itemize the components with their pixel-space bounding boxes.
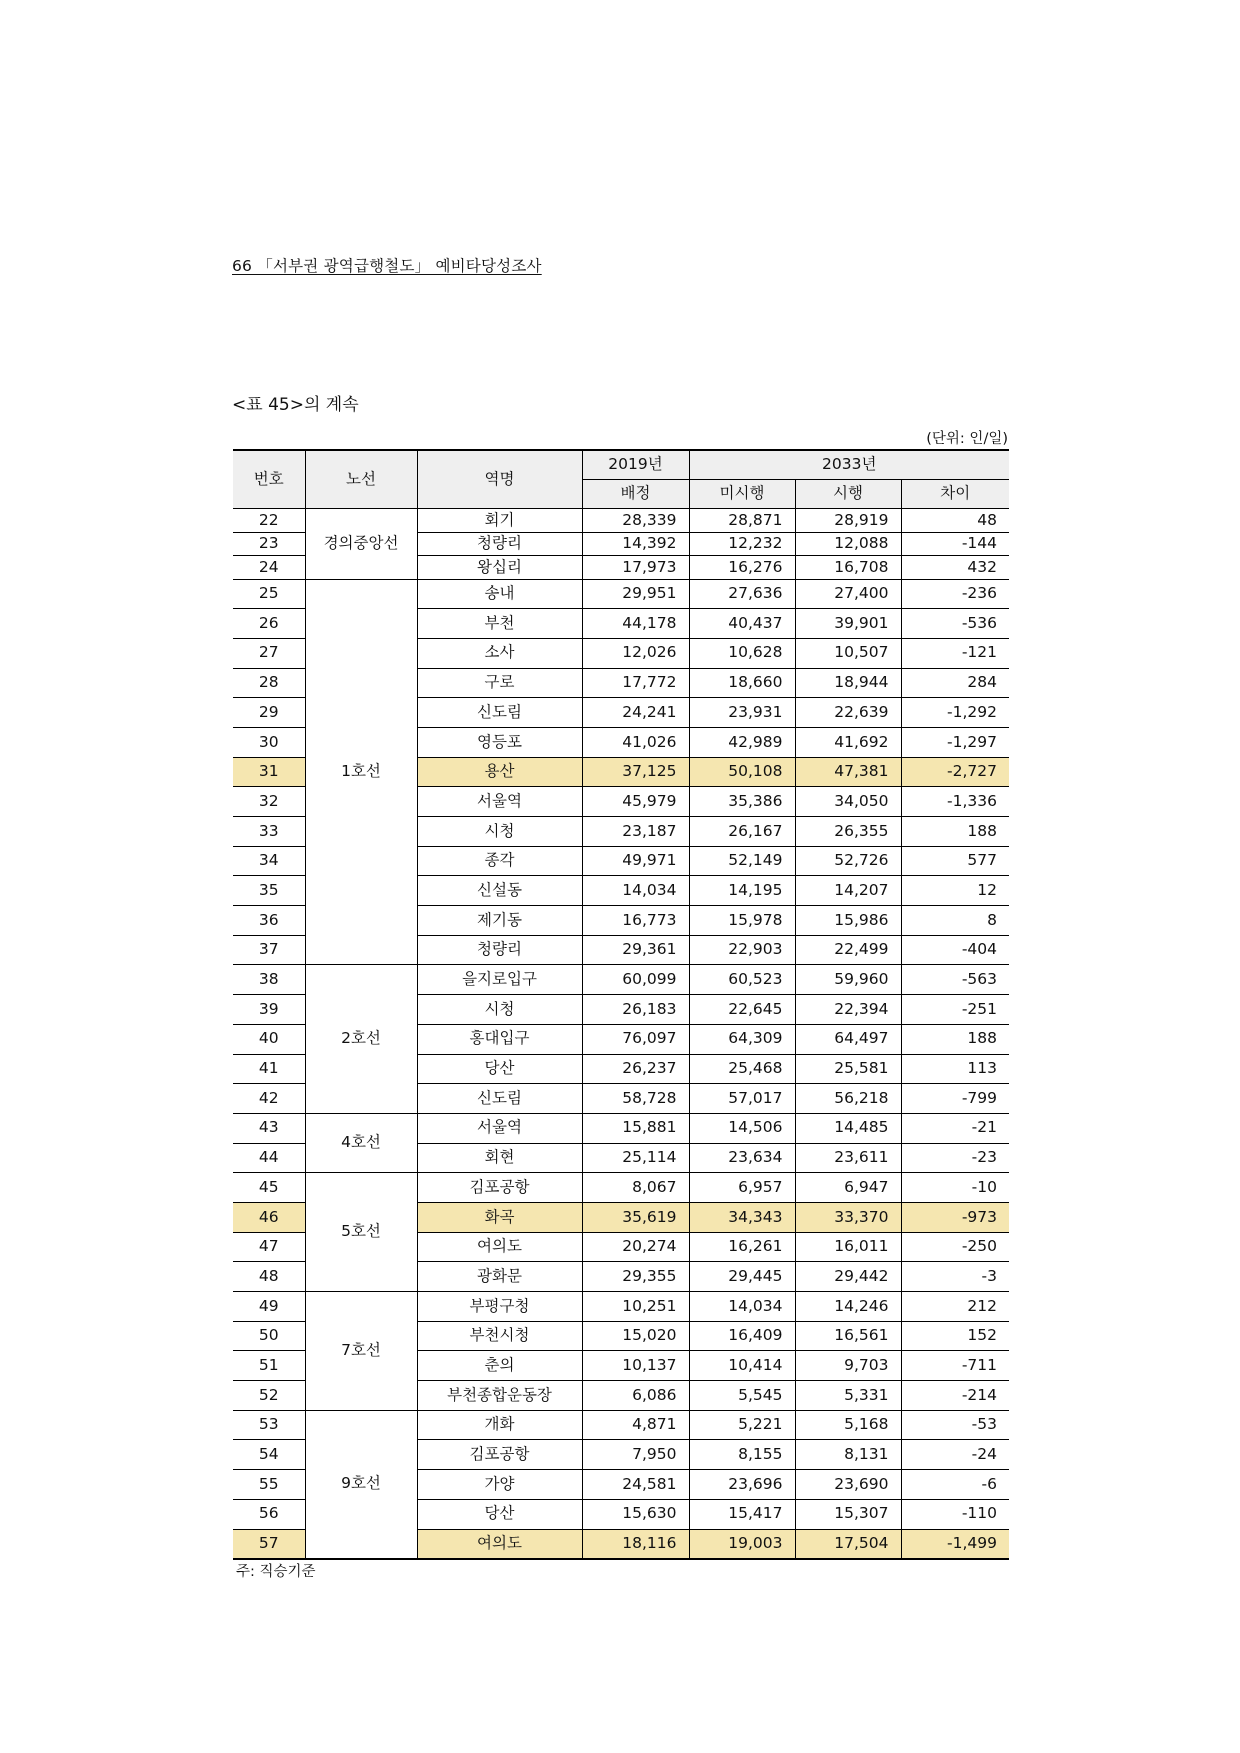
cell-2019-allocation: 76,097 — [582, 1024, 689, 1054]
cell-station: 신설동 — [417, 876, 582, 906]
cell-2033-diff: 12 — [901, 876, 1009, 906]
cell-no: 22 — [233, 509, 305, 533]
cell-2033-diff: -404 — [901, 935, 1009, 965]
cell-line: 9호선 — [305, 1410, 417, 1558]
cell-line: 경의중앙선 — [305, 509, 417, 580]
cell-station: 개화 — [417, 1410, 582, 1440]
cell-2033-without: 16,409 — [689, 1321, 795, 1351]
cell-station: 왕십리 — [417, 556, 582, 580]
cell-station: 회기 — [417, 509, 582, 533]
cell-2033-without: 18,660 — [689, 668, 795, 698]
cell-no: 39 — [233, 995, 305, 1025]
cell-2033-without: 6,957 — [689, 1173, 795, 1203]
col-header-2019: 2019년 — [582, 450, 689, 480]
cell-no: 32 — [233, 787, 305, 817]
cell-station: 홍대입구 — [417, 1024, 582, 1054]
cell-2033-diff: -23 — [901, 1143, 1009, 1173]
cell-2033-diff: 212 — [901, 1292, 1009, 1322]
cell-2033-without: 19,003 — [689, 1529, 795, 1559]
cell-2033-diff: -24 — [901, 1440, 1009, 1470]
cell-2019-allocation: 10,137 — [582, 1351, 689, 1381]
cell-2033-with: 22,639 — [795, 698, 901, 728]
cell-2033-diff: -214 — [901, 1381, 1009, 1411]
table-caption: <표 45>의 계속 — [232, 395, 359, 415]
cell-2033-diff: -799 — [901, 1084, 1009, 1114]
cell-no: 38 — [233, 965, 305, 995]
cell-2019-allocation: 41,026 — [582, 727, 689, 757]
cell-2033-without: 15,978 — [689, 906, 795, 936]
cell-2033-diff: -236 — [901, 579, 1009, 609]
cell-no: 55 — [233, 1470, 305, 1500]
cell-2033-with: 59,960 — [795, 965, 901, 995]
cell-no: 50 — [233, 1321, 305, 1351]
cell-2033-without: 35,386 — [689, 787, 795, 817]
cell-2033-without: 34,343 — [689, 1202, 795, 1232]
cell-2033-without: 64,309 — [689, 1024, 795, 1054]
table-header — [233, 450, 1009, 509]
cell-station: 시청 — [417, 995, 582, 1025]
cell-2033-diff: -2,727 — [901, 757, 1009, 787]
cell-2033-diff: -536 — [901, 609, 1009, 639]
cell-2033-with: 22,499 — [795, 935, 901, 965]
cell-2033-diff: 113 — [901, 1054, 1009, 1084]
cell-2033-diff: 188 — [901, 817, 1009, 847]
cell-2019-allocation: 29,361 — [582, 935, 689, 965]
cell-2033-without: 16,261 — [689, 1232, 795, 1262]
cell-no: 33 — [233, 817, 305, 847]
cell-2033-with: 15,986 — [795, 906, 901, 936]
cell-2033-with: 12,088 — [795, 532, 901, 556]
cell-2033-diff: -973 — [901, 1202, 1009, 1232]
cell-2019-allocation: 29,951 — [582, 579, 689, 609]
cell-2033-with: 27,400 — [795, 579, 901, 609]
cell-2033-diff: -1,336 — [901, 787, 1009, 817]
cell-station: 송내 — [417, 579, 582, 609]
cell-no: 42 — [233, 1084, 305, 1114]
cell-2019-allocation: 6,086 — [582, 1381, 689, 1411]
cell-2019-allocation: 16,773 — [582, 906, 689, 936]
cell-2019-allocation: 23,187 — [582, 817, 689, 847]
cell-2019-allocation: 60,099 — [582, 965, 689, 995]
cell-2033-with: 29,442 — [795, 1262, 901, 1292]
cell-no: 23 — [233, 532, 305, 556]
cell-no: 52 — [233, 1381, 305, 1411]
cell-line: 4호선 — [305, 1113, 417, 1172]
cell-2033-without: 57,017 — [689, 1084, 795, 1114]
col-header-station: 역명 — [417, 450, 582, 509]
cell-2033-with: 15,307 — [795, 1499, 901, 1529]
cell-2019-allocation: 15,020 — [582, 1321, 689, 1351]
cell-2033-with: 14,246 — [795, 1292, 901, 1322]
cell-2033-without: 14,195 — [689, 876, 795, 906]
cell-2033-diff: -563 — [901, 965, 1009, 995]
cell-line: 2호선 — [305, 965, 417, 1113]
cell-2033-diff: 48 — [901, 509, 1009, 533]
table-row — [233, 579, 1009, 609]
cell-station: 소사 — [417, 638, 582, 668]
cell-station: 시청 — [417, 817, 582, 847]
cell-no: 54 — [233, 1440, 305, 1470]
cell-2033-without: 60,523 — [689, 965, 795, 995]
cell-2033-with: 14,485 — [795, 1113, 901, 1143]
cell-station: 여의도 — [417, 1232, 582, 1262]
cell-station: 종각 — [417, 846, 582, 876]
cell-2033-with: 23,611 — [795, 1143, 901, 1173]
footnote: 주: 직승기준 — [236, 1564, 316, 1580]
cell-2033-with: 26,355 — [795, 817, 901, 847]
col-header-no: 번호 — [233, 450, 305, 509]
cell-2019-allocation: 58,728 — [582, 1084, 689, 1114]
cell-no: 25 — [233, 579, 305, 609]
cell-no: 49 — [233, 1292, 305, 1322]
cell-2033-with: 39,901 — [795, 609, 901, 639]
cell-station: 당산 — [417, 1054, 582, 1084]
cell-2033-with: 34,050 — [795, 787, 901, 817]
cell-2033-without: 27,636 — [689, 579, 795, 609]
table-row — [233, 965, 1009, 995]
cell-no: 53 — [233, 1410, 305, 1440]
cell-2033-without: 26,167 — [689, 817, 795, 847]
col-header-without: 미시행 — [689, 480, 795, 509]
col-header-diff: 차이 — [901, 480, 1009, 509]
cell-2033-diff: 152 — [901, 1321, 1009, 1351]
cell-2019-allocation: 25,114 — [582, 1143, 689, 1173]
cell-2033-with: 64,497 — [795, 1024, 901, 1054]
col-header-line: 노선 — [305, 450, 417, 509]
cell-2033-without: 52,149 — [689, 846, 795, 876]
table-body — [233, 509, 1009, 1559]
cell-no: 41 — [233, 1054, 305, 1084]
cell-2033-with: 6,947 — [795, 1173, 901, 1203]
cell-no: 37 — [233, 935, 305, 965]
cell-2033-diff: 284 — [901, 668, 1009, 698]
cell-line: 5호선 — [305, 1173, 417, 1292]
cell-station: 부평구청 — [417, 1292, 582, 1322]
cell-2033-diff: 188 — [901, 1024, 1009, 1054]
cell-2019-allocation: 44,178 — [582, 609, 689, 639]
cell-2033-with: 52,726 — [795, 846, 901, 876]
cell-no: 27 — [233, 638, 305, 668]
cell-2033-without: 40,437 — [689, 609, 795, 639]
cell-2033-with: 23,690 — [795, 1470, 901, 1500]
cell-2033-diff: -10 — [901, 1173, 1009, 1203]
cell-2033-with: 5,168 — [795, 1410, 901, 1440]
cell-2033-without: 10,414 — [689, 1351, 795, 1381]
cell-no: 31 — [233, 757, 305, 787]
cell-2033-with: 14,207 — [795, 876, 901, 906]
cell-2019-allocation: 49,971 — [582, 846, 689, 876]
cell-station: 부천 — [417, 609, 582, 639]
cell-2033-without: 16,276 — [689, 556, 795, 580]
cell-station: 청량리 — [417, 935, 582, 965]
cell-station: 청량리 — [417, 532, 582, 556]
cell-station: 가양 — [417, 1470, 582, 1500]
cell-2019-allocation: 10,251 — [582, 1292, 689, 1322]
cell-2033-with: 16,708 — [795, 556, 901, 580]
cell-2033-without: 23,696 — [689, 1470, 795, 1500]
cell-station: 용산 — [417, 757, 582, 787]
cell-line: 7호선 — [305, 1292, 417, 1411]
cell-2033-with: 33,370 — [795, 1202, 901, 1232]
col-header-allocation: 배정 — [582, 480, 689, 509]
cell-2033-diff: -250 — [901, 1232, 1009, 1262]
cell-no: 30 — [233, 727, 305, 757]
cell-2033-with: 56,218 — [795, 1084, 901, 1114]
cell-no: 46 — [233, 1202, 305, 1232]
cell-no: 51 — [233, 1351, 305, 1381]
cell-2019-allocation: 45,979 — [582, 787, 689, 817]
cell-2019-allocation: 26,183 — [582, 995, 689, 1025]
table-row — [233, 1113, 1009, 1143]
cell-2033-without: 22,645 — [689, 995, 795, 1025]
cell-no: 48 — [233, 1262, 305, 1292]
cell-2033-with: 5,331 — [795, 1381, 901, 1411]
cell-2019-allocation: 4,871 — [582, 1410, 689, 1440]
cell-2033-without: 10,628 — [689, 638, 795, 668]
cell-2019-allocation: 20,274 — [582, 1232, 689, 1262]
cell-2033-without: 22,903 — [689, 935, 795, 965]
cell-station: 춘의 — [417, 1351, 582, 1381]
cell-station: 을지로입구 — [417, 965, 582, 995]
cell-no: 35 — [233, 876, 305, 906]
cell-station: 신도림 — [417, 698, 582, 728]
cell-2033-without: 28,871 — [689, 509, 795, 533]
table-row — [233, 1292, 1009, 1322]
cell-station: 서울역 — [417, 1113, 582, 1143]
col-header-2033: 2033년 — [689, 450, 1009, 480]
cell-2033-diff: -711 — [901, 1351, 1009, 1381]
cell-2033-diff: -53 — [901, 1410, 1009, 1440]
cell-2033-without: 50,108 — [689, 757, 795, 787]
cell-station: 제기동 — [417, 906, 582, 936]
cell-2019-allocation: 14,034 — [582, 876, 689, 906]
cell-2033-without: 14,506 — [689, 1113, 795, 1143]
cell-2033-diff: -1,499 — [901, 1529, 1009, 1559]
cell-2033-without: 8,155 — [689, 1440, 795, 1470]
cell-no: 43 — [233, 1113, 305, 1143]
cell-2033-with: 41,692 — [795, 727, 901, 757]
cell-station: 회현 — [417, 1143, 582, 1173]
cell-2033-diff: -121 — [901, 638, 1009, 668]
cell-2033-without: 14,034 — [689, 1292, 795, 1322]
cell-station: 광화문 — [417, 1262, 582, 1292]
cell-no: 45 — [233, 1173, 305, 1203]
cell-2033-diff: 8 — [901, 906, 1009, 936]
cell-no: 24 — [233, 556, 305, 580]
cell-2033-diff: -251 — [901, 995, 1009, 1025]
cell-2033-with: 28,919 — [795, 509, 901, 533]
cell-2033-with: 9,703 — [795, 1351, 901, 1381]
cell-2019-allocation: 17,973 — [582, 556, 689, 580]
cell-2033-with: 47,381 — [795, 757, 901, 787]
cell-no: 26 — [233, 609, 305, 639]
cell-2019-allocation: 28,339 — [582, 509, 689, 533]
cell-no: 40 — [233, 1024, 305, 1054]
cell-2033-without: 23,931 — [689, 698, 795, 728]
cell-no: 36 — [233, 906, 305, 936]
cell-2033-with: 10,507 — [795, 638, 901, 668]
cell-2019-allocation: 37,125 — [582, 757, 689, 787]
cell-2019-allocation: 8,067 — [582, 1173, 689, 1203]
cell-2033-without: 42,989 — [689, 727, 795, 757]
cell-2033-without: 5,545 — [689, 1381, 795, 1411]
cell-2033-without: 15,417 — [689, 1499, 795, 1529]
cell-2033-with: 17,504 — [795, 1529, 901, 1559]
cell-no: 34 — [233, 846, 305, 876]
cell-no: 28 — [233, 668, 305, 698]
cell-2033-diff: -1,292 — [901, 698, 1009, 728]
table-row — [233, 509, 1009, 533]
table-row — [233, 1173, 1009, 1203]
cell-station: 부천종합운동장 — [417, 1381, 582, 1411]
cell-2019-allocation: 29,355 — [582, 1262, 689, 1292]
cell-line: 1호선 — [305, 579, 417, 965]
cell-2019-allocation: 35,619 — [582, 1202, 689, 1232]
cell-2033-diff: -1,297 — [901, 727, 1009, 757]
cell-2019-allocation: 24,581 — [582, 1470, 689, 1500]
col-header-with: 시행 — [795, 480, 901, 509]
cell-station: 김포공항 — [417, 1440, 582, 1470]
cell-2019-allocation: 12,026 — [582, 638, 689, 668]
cell-no: 44 — [233, 1143, 305, 1173]
cell-2033-without: 23,634 — [689, 1143, 795, 1173]
cell-2019-allocation: 24,241 — [582, 698, 689, 728]
cell-2033-diff: -110 — [901, 1499, 1009, 1529]
cell-2019-allocation: 26,237 — [582, 1054, 689, 1084]
cell-no: 56 — [233, 1499, 305, 1529]
cell-2019-allocation: 18,116 — [582, 1529, 689, 1559]
cell-2033-diff: 432 — [901, 556, 1009, 580]
cell-2033-with: 22,394 — [795, 995, 901, 1025]
cell-station: 화곡 — [417, 1202, 582, 1232]
cell-2033-with: 16,561 — [795, 1321, 901, 1351]
cell-no: 29 — [233, 698, 305, 728]
cell-2019-allocation: 7,950 — [582, 1440, 689, 1470]
ridership-table — [233, 449, 1009, 1560]
cell-2033-diff: -6 — [901, 1470, 1009, 1500]
cell-no: 57 — [233, 1529, 305, 1559]
cell-2033-with: 16,011 — [795, 1232, 901, 1262]
cell-2033-with: 8,131 — [795, 1440, 901, 1470]
cell-station: 여의도 — [417, 1529, 582, 1559]
cell-station: 신도림 — [417, 1084, 582, 1114]
cell-2033-without: 29,445 — [689, 1262, 795, 1292]
cell-station: 구로 — [417, 668, 582, 698]
cell-2019-allocation: 15,881 — [582, 1113, 689, 1143]
cell-2019-allocation: 14,392 — [582, 532, 689, 556]
unit-label: (단위: 인/일) — [926, 431, 1008, 447]
cell-2033-with: 18,944 — [795, 668, 901, 698]
cell-2033-diff: -21 — [901, 1113, 1009, 1143]
cell-station: 당산 — [417, 1499, 582, 1529]
running-header: 66 「서부권 광역급행철도」 예비타당성조사 — [232, 257, 542, 275]
cell-2033-with: 25,581 — [795, 1054, 901, 1084]
cell-2033-diff: -144 — [901, 532, 1009, 556]
cell-station: 부천시청 — [417, 1321, 582, 1351]
cell-2019-allocation: 17,772 — [582, 668, 689, 698]
cell-2033-without: 25,468 — [689, 1054, 795, 1084]
table-row — [233, 1410, 1009, 1440]
cell-station: 김포공항 — [417, 1173, 582, 1203]
cell-2033-without: 5,221 — [689, 1410, 795, 1440]
cell-2033-diff: 577 — [901, 846, 1009, 876]
cell-2019-allocation: 15,630 — [582, 1499, 689, 1529]
cell-2033-without: 12,232 — [689, 532, 795, 556]
cell-2033-diff: -3 — [901, 1262, 1009, 1292]
cell-station: 서울역 — [417, 787, 582, 817]
cell-station: 영등포 — [417, 727, 582, 757]
cell-no: 47 — [233, 1232, 305, 1262]
